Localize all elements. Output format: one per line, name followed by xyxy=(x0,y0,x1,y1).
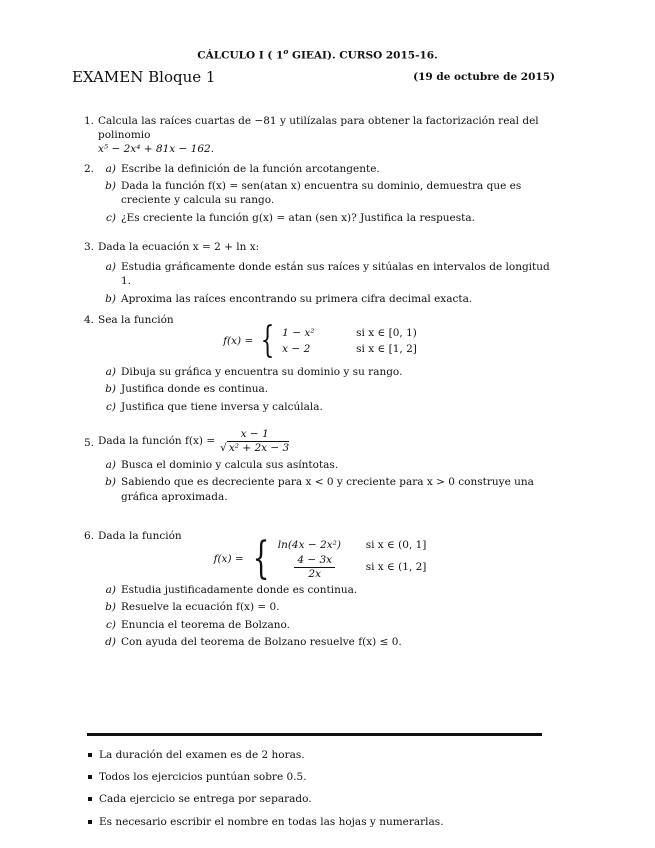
sqrt-radicand: x² + 2x − 3 xyxy=(228,441,290,454)
exercise-number: 3. xyxy=(84,241,95,253)
subitem-label: a) xyxy=(105,163,116,175)
case-cond: si x ∈ (1, 2] xyxy=(365,561,427,574)
subitem-label: a) xyxy=(105,459,116,472)
horizontal-rule xyxy=(87,733,542,736)
fraction xyxy=(217,428,292,454)
subitem-label: c) xyxy=(106,400,116,413)
subitem-text: Enuncia el teorema de Bolzano. xyxy=(121,618,290,631)
subitem-text: Aproxima las raíces encontrando su primera cifra decimal exacta. xyxy=(121,292,473,305)
exercise-number: 4. xyxy=(84,314,95,326)
bullet-icon xyxy=(88,797,92,801)
subitem xyxy=(98,292,556,306)
note-text: Todos los ejercicios puntúan sobre 0.5. xyxy=(99,771,307,784)
subitem-text: Sabiendo que es decreciente para x < 0 y creciente para x > 0 construye una gráfica aproximada. xyxy=(121,476,534,503)
exam-notes xyxy=(87,748,557,837)
case-row xyxy=(278,554,427,580)
function-lhs: f(x) = xyxy=(213,553,244,566)
subitem xyxy=(98,382,556,396)
note-text: Es necesario escribir el nombre en todas las hojas y numerarlas. xyxy=(99,815,444,828)
subitem-label: b) xyxy=(105,292,116,305)
subitem-text: Estudia justificadamente donde es continua. xyxy=(121,584,358,597)
course-text: CÁLCULO I ( 1 xyxy=(197,49,284,62)
function-lhs: f(x) = xyxy=(223,335,254,348)
exercise-intro: Sea la función xyxy=(98,314,174,326)
exercise-number: 2. xyxy=(84,163,95,175)
fraction xyxy=(294,554,335,580)
subitem-text: Con ayuda del teorema de Bolzano resuelve f(x) ≤ 0. xyxy=(121,635,402,648)
subitem-text: Dibuja su gráfica y encuentra su dominio y su rango. xyxy=(121,366,403,379)
bullet-icon xyxy=(88,820,92,824)
subitem xyxy=(98,635,556,649)
subitem-text: Dada la función f(x) = sen(atan x) encuentra su dominio, demuestra que es creciente y calcula su rango. xyxy=(121,180,522,207)
note-text: Cada ejercicio se entrega por separado. xyxy=(99,793,312,806)
subitem xyxy=(98,211,556,225)
exercise-6 xyxy=(84,529,556,649)
exercise-2 xyxy=(84,162,556,225)
case-expr xyxy=(278,554,352,580)
subitem-label: d) xyxy=(105,635,116,648)
subitem xyxy=(98,365,556,379)
subitem-text: Justifica donde es continua. xyxy=(121,383,269,396)
exercise-number: 5. xyxy=(84,437,95,449)
case-row xyxy=(278,538,427,552)
case-cond: si x ∈ [1, 2] xyxy=(356,343,417,356)
case-cond: si x ∈ [0, 1) xyxy=(356,327,417,339)
subitem-label: b) xyxy=(105,476,116,489)
fraction-numerator: 4 − 3x xyxy=(294,554,335,568)
exercise-5 xyxy=(84,428,556,504)
subitem xyxy=(98,458,556,472)
case-row xyxy=(282,326,417,340)
exercise-number: 1. xyxy=(84,115,95,127)
subitem-label: b) xyxy=(105,383,116,396)
exercise-3 xyxy=(84,240,556,306)
exam-title: EXAMEN Bloque 1 xyxy=(72,68,216,86)
subitem-label: c) xyxy=(106,618,116,631)
exercise-number: 6. xyxy=(84,530,95,542)
note-item xyxy=(87,770,557,784)
course-text-end: GIEAI). CURSO 2015-16. xyxy=(288,49,438,62)
subitem-label: b) xyxy=(105,601,116,614)
left-brace: { xyxy=(252,533,270,585)
subitem-text: Escribe la definición de la función arcotangente. xyxy=(121,163,380,175)
exercise-intro: Dada la ecuación x = 2 + ln x: xyxy=(98,241,260,253)
fraction-numerator: x − 1 xyxy=(238,428,272,442)
note-text: La duración del examen es de 2 horas. xyxy=(99,749,305,761)
fraction-denominator: 2x xyxy=(308,567,322,580)
subitem xyxy=(98,475,556,503)
subitem-text: Busca el dominio y calcula sus asíntotas. xyxy=(121,459,339,472)
cases xyxy=(278,538,427,580)
left-brace: { xyxy=(260,320,275,362)
subitem-label: c) xyxy=(106,211,116,224)
exercise-1 xyxy=(84,114,556,157)
subitem-text: Estudia gráficamente donde están sus raíces y sitúalas en intervalos de longitud 1. xyxy=(121,261,550,288)
exercise-intro: Dada la función f(x) = xyxy=(98,435,216,447)
course-superscript: o xyxy=(283,47,289,56)
subitem-label: a) xyxy=(105,584,116,597)
bullet-icon xyxy=(88,775,92,779)
exercise-text: Calcula las raíces cuartas de −81 y utilízalas para obtener la factorización real del polinomio xyxy=(98,115,539,142)
fraction-denominator: √ x² + 2x − 3 xyxy=(220,441,290,454)
exam-date: (19 de octubre de 2015) xyxy=(413,71,555,83)
case-expr: 1 − x² xyxy=(282,327,315,339)
case-row xyxy=(282,342,417,356)
subitem xyxy=(98,600,556,614)
cases xyxy=(282,326,417,356)
subitem xyxy=(98,179,556,207)
subitem xyxy=(98,260,556,288)
note-item xyxy=(87,792,557,806)
note-item xyxy=(87,815,557,829)
subitem-text: ¿Es creciente la función g(x) = atan (sen x)? Justifica la respuesta. xyxy=(121,211,475,224)
case-expr: x − 2 xyxy=(282,343,311,356)
exercise-4 xyxy=(84,313,556,414)
exercise-intro: Dada la función xyxy=(98,530,182,542)
case-cond: si x ∈ (0, 1] xyxy=(365,538,427,551)
note-item xyxy=(87,748,557,762)
course-header xyxy=(0,47,635,63)
subitem-label: a) xyxy=(105,261,116,274)
subitem xyxy=(98,583,556,597)
subitem xyxy=(98,400,556,414)
subitem xyxy=(98,618,556,632)
bullet-icon xyxy=(88,753,92,757)
subitem xyxy=(98,162,556,176)
case-expr: ln(4x − 2x²) xyxy=(277,538,341,551)
subitem-text: Justifica que tiene inversa y calcúlala. xyxy=(121,400,323,413)
subitem-label: b) xyxy=(105,180,116,193)
subitem-label: a) xyxy=(105,366,116,379)
subitem-text: Resuelve la ecuación f(x) = 0. xyxy=(121,601,280,614)
polynomial: x⁵ − 2x⁴ + 81x − 162. xyxy=(98,143,215,156)
